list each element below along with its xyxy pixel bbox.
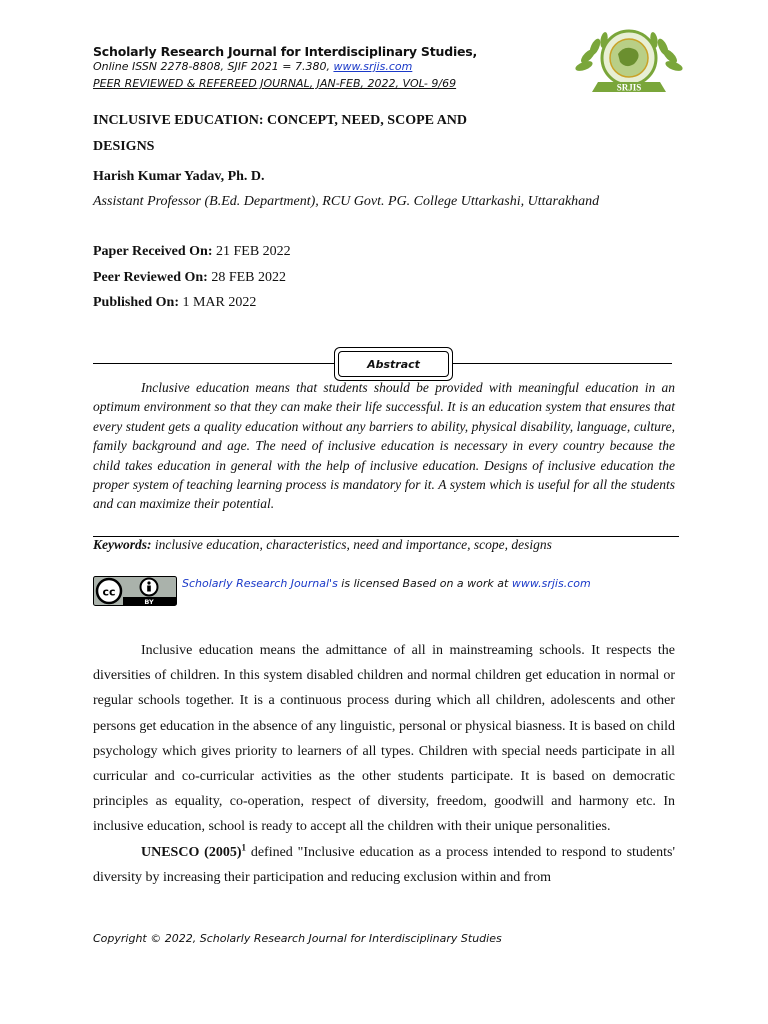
logo-text: SRJIS [616,82,642,93]
published-value: 1 MAR 2022 [178,295,257,310]
license-text: is licensed Based on a work at [337,577,512,590]
keywords-value: inclusive education, characteristics, need and importance, scope, designs [151,537,552,552]
paper-title [93,108,523,160]
journal-logo [570,22,688,102]
unesco-reference: UNESCO (2005) [141,844,242,860]
published-date [93,295,256,311]
received-label: Paper Received On: [93,244,213,259]
footnote-marker[interactable]: 1 [241,841,246,852]
body-paragraph-2-text: defined "Inclusive education as a process intended to respond to students' diversity by increasing their participation and reducing exclusion within and from [93,844,675,885]
keywords-label: Keywords: [93,537,152,552]
abstract-heading: Abstract [338,351,449,377]
svg-text:cc: cc [102,585,116,599]
author-name: Harish Kumar Yadav, Ph. D. [93,169,265,184]
copyright-footer: Copyright © 2022, Scholarly Research Journal for Interdisciplinary Studies [93,932,502,945]
issn-text: Online ISSN 2278-8808, SJIF 2021 = 7.380, [93,60,334,73]
cc-by-license-badge[interactable] [93,576,177,606]
author-affiliation: Assistant Professor (B.Ed. Department), RCU Govt. PG. College Uttarkashi, Uttarakhand [93,194,600,209]
received-value: 21 FEB 2022 [212,244,291,259]
license-journal-link[interactable]: Scholarly Research Journal's [182,577,338,590]
peer-review-line: PEER REVIEWED & REFEREED JOURNAL, JAN-FEB, 2022, VOL- 9/69 [93,77,457,90]
badge-by-label: BY [144,598,154,606]
journal-name: Scholarly Research Journal for Interdisciplinary Studies, [93,44,478,59]
body-paragraph-2 [93,840,675,890]
received-date [93,244,291,260]
journal-website-link[interactable]: www.srjis.com [333,60,413,73]
published-label: Published On: [93,295,179,310]
abstract-paragraph: Inclusive education means that students should be provided with meaningful education in an optimum environment so that they can make their life successful. It is an education system that ensures that every student gets a quality education without any barriers to ability, physical disability, language, culture, family background and age. The need of inclusive education is necessary in every country because the child takes education in general with the help of inclusive education. Designs of inclusive education the proper system of teaching learning process is mandatory for it. A system which is useful for all the students and can maximize their potential. [93,380,675,512]
license-statement [182,577,591,590]
body-text [93,638,675,890]
journal-issn-line [93,60,412,73]
body-paragraph-1: Inclusive education means the admittance of all in mainstreaming schools. It respects the diversities of children. In this system disabled children and normal children get education in normal or regular schools together. It is a continuous process during which all children, adolescents and other persons get education in the absence of any linguistic, personal or physical biasness. It is based on child psychology which gives priority to learners of all types. Children with special needs participate in all curricular and co-curricular activities as the other students participate. It is based on democratic principles as equality, co-operation, respect of diversity, freedom, goodwill and harmony etc. In inclusive education, school is ready to accept all the children with their unique personalities. [93,643,675,835]
keywords [93,537,552,553]
paper-title-line-1: INCLUSIVE EDUCATION: CONCEPT, NEED, SCOPE AND [93,113,468,128]
reviewed-date [93,270,286,286]
reviewed-label: Peer Reviewed On: [93,270,208,285]
license-site-link[interactable]: www.srjis.com [511,577,591,590]
reviewed-value: 28 FEB 2022 [207,270,287,285]
abstract-body [93,378,675,514]
paper-title-line-2: DESIGNS [93,139,155,154]
